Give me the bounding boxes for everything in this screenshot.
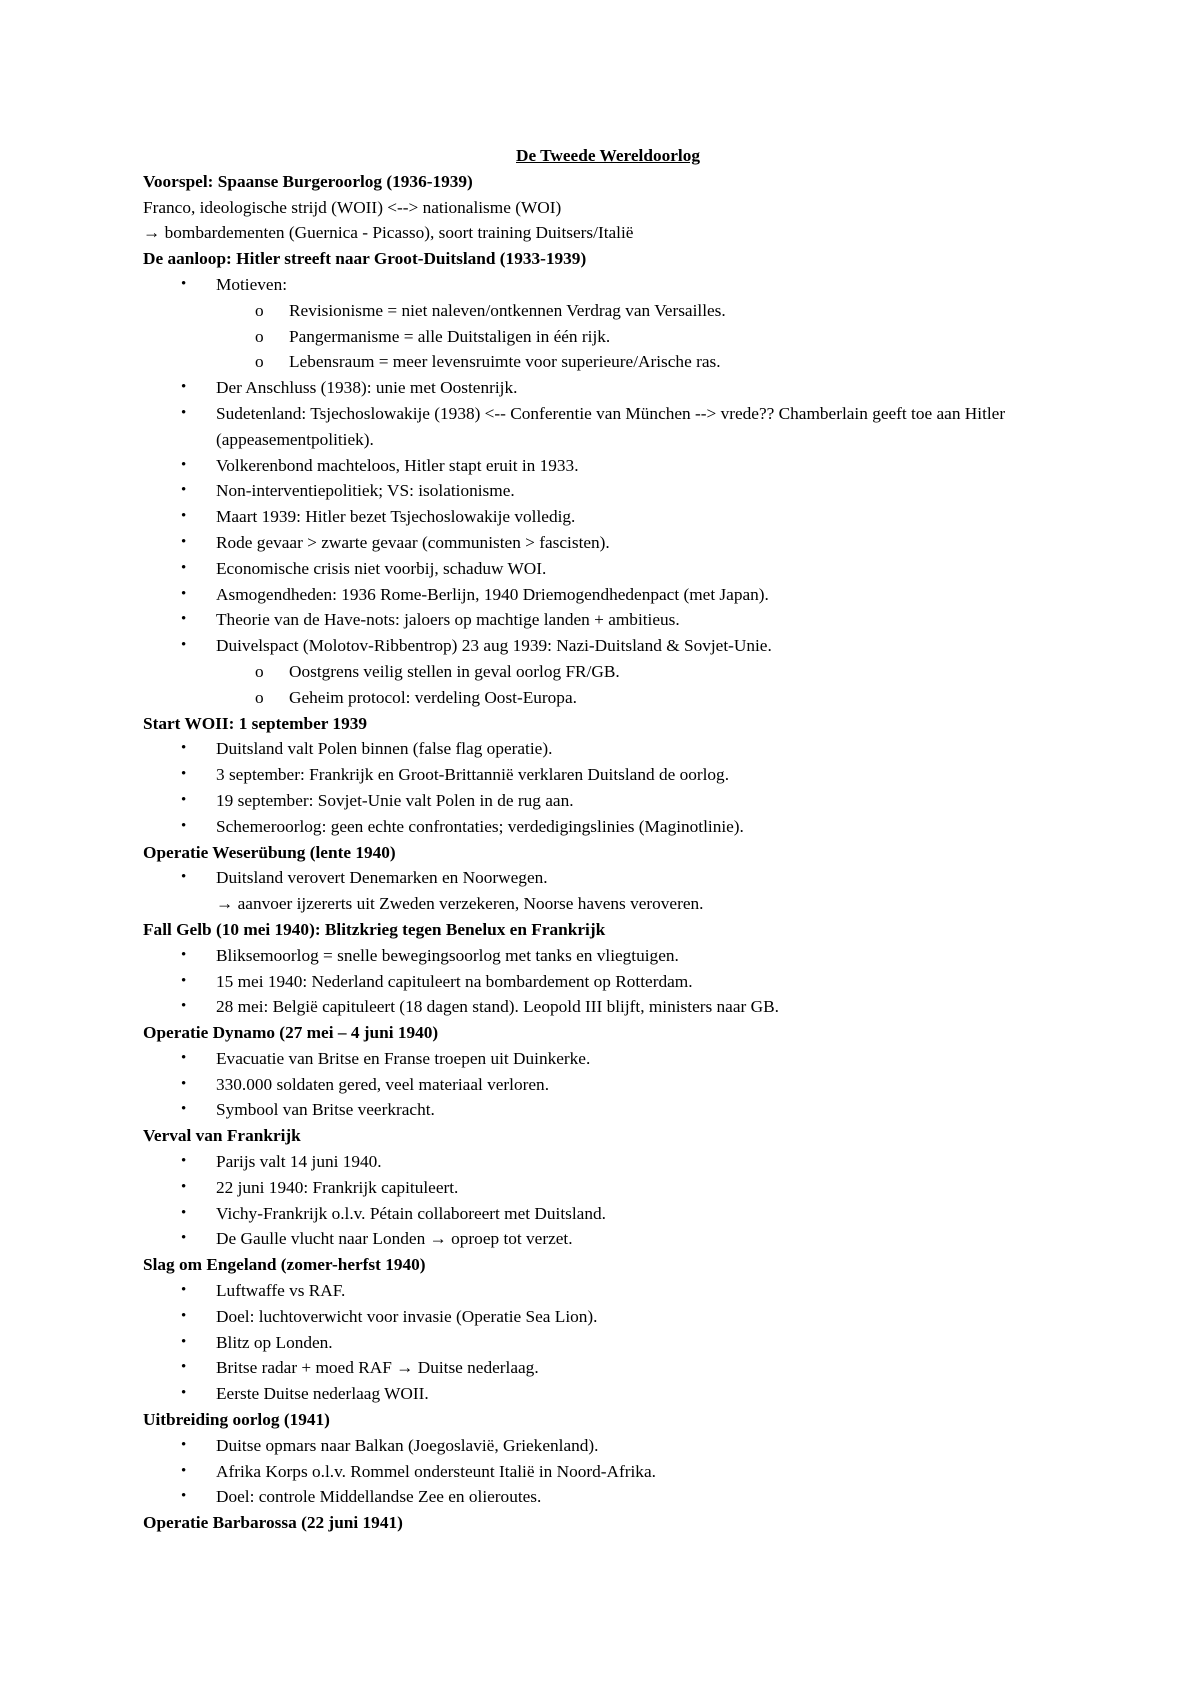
section xyxy=(143,840,1073,917)
section-heading: Verval van Frankrijk xyxy=(143,1126,301,1146)
sub-bullet-icon: o xyxy=(255,300,264,320)
list-item xyxy=(143,762,1073,788)
bullet-icon: • xyxy=(181,1462,187,1479)
bullet-list xyxy=(143,1278,1073,1407)
bullet-list xyxy=(143,865,1073,917)
list-item-text: Bliksemoorlog = snelle bewegingsoorlog met tanks en vliegtuigen. xyxy=(216,945,679,965)
list-item-text: Duitsland valt Polen binnen (false flag operatie). xyxy=(216,739,553,759)
list-item xyxy=(143,1459,1073,1485)
list-item-text: Evacuatie van Britse en Franse troepen uit Duinkerke. xyxy=(216,1048,591,1068)
section xyxy=(143,1123,1073,1252)
list-item-text: Rode gevaar > zwarte gevaar (communisten > fascisten). xyxy=(216,532,610,552)
list-item-text: Eerste Duitse nederlaag WOII. xyxy=(216,1384,429,1404)
bullet-icon: • xyxy=(181,1307,187,1324)
list-item-text: Asmogendheden: 1936 Rome-Berlijn, 1940 Driemogendhedenpact (met Japan). xyxy=(216,584,769,604)
bullet-icon: • xyxy=(181,637,187,654)
list-item xyxy=(143,607,1073,633)
sub-list-item-text: Lebensraum = meer levensruimte voor superieure/Arische ras. xyxy=(289,352,721,372)
sub-list-item-text: Revisionisme = niet naleven/ontkennen Verdrag van Versailles. xyxy=(289,300,726,320)
sub-bullet-icon: o xyxy=(255,687,264,707)
section-heading: Uitbreiding oorlog (1941) xyxy=(143,1410,330,1430)
section-heading: Operatie Weserübung (lente 1940) xyxy=(143,842,396,862)
list-item xyxy=(143,1097,1073,1123)
list-item xyxy=(143,1381,1073,1407)
bullet-icon: • xyxy=(181,585,187,602)
list-item xyxy=(143,582,1073,608)
section xyxy=(143,1020,1073,1123)
list-item-text: Duitsland verovert Denemarken en Noorwegen. xyxy=(216,868,548,888)
list-item xyxy=(143,1484,1073,1510)
list-item-text: 330.000 soldaten gered, veel materiaal verloren. xyxy=(216,1074,550,1094)
bullet-icon: • xyxy=(181,379,187,396)
bullet-list xyxy=(143,1433,1073,1510)
list-item-text: Parijs valt 14 juni 1940. xyxy=(216,1152,382,1172)
section xyxy=(143,169,1073,246)
bullet-icon: • xyxy=(181,404,187,421)
bullet-icon: • xyxy=(181,817,187,834)
list-item-text: Maart 1939: Hitler bezet Tsjechoslowakije volledig. xyxy=(216,507,576,527)
list-item-text: Doel: controle Middellandse Zee en olieroutes. xyxy=(216,1487,542,1507)
list-item xyxy=(143,504,1073,530)
bullet-icon: • xyxy=(181,1488,187,1505)
sub-list-item xyxy=(143,659,1073,685)
list-item-text: Volkerenbond machteloos, Hitler stapt eruit in 1933. xyxy=(216,455,579,475)
list-item xyxy=(143,1201,1073,1227)
section xyxy=(143,246,1073,710)
list-item xyxy=(143,478,1073,504)
bullet-icon: • xyxy=(181,791,187,808)
bullet-icon: • xyxy=(181,869,187,886)
list-item-text: 15 mei 1940: Nederland capituleert na bombardement op Rotterdam. xyxy=(216,971,693,991)
list-item-text: Duitse opmars naar Balkan (Joegoslavië, Griekenland). xyxy=(216,1435,599,1455)
list-item xyxy=(143,633,1073,659)
section-heading: Slag om Engeland (zomer-herfst 1940) xyxy=(143,1255,426,1275)
bullet-icon: • xyxy=(181,972,187,989)
bullet-list xyxy=(143,736,1073,839)
list-item-text: Schemeroorlog: geen echte confrontaties; verdedigingslinies (Maginotlinie). xyxy=(216,816,744,836)
list-item xyxy=(143,865,1073,891)
list-item xyxy=(143,1304,1073,1330)
section-heading: Start WOII: 1 september 1939 xyxy=(143,713,367,733)
list-item-text: De Gaulle vlucht naar Londen → oproep tot verzet. xyxy=(216,1229,573,1249)
bullet-icon: • xyxy=(181,1178,187,1195)
bullet-icon: • xyxy=(181,1333,187,1350)
list-item-text: 28 mei: België capituleert (18 dagen stand). Leopold III blijft, ministers naar GB. xyxy=(216,997,779,1017)
bullet-icon: • xyxy=(181,275,187,292)
list-item-text: Der Anschluss (1938): unie met Oostenrijk. xyxy=(216,378,518,398)
section-heading: Voorspel: Spaanse Burgeroorlog (1936-1939) xyxy=(143,171,473,191)
list-item-text: 3 september: Frankrijk en Groot-Brittannië verklaren Duitsland de oorlog. xyxy=(216,765,730,785)
list-item-text: Britse radar + moed RAF → Duitse nederlaag. xyxy=(216,1358,539,1378)
bullet-icon: • xyxy=(181,533,187,550)
list-item xyxy=(143,530,1073,556)
bullet-icon: • xyxy=(181,1436,187,1453)
section-heading: Operatie Barbarossa (22 juni 1941) xyxy=(143,1513,403,1533)
bullet-icon: • xyxy=(181,1049,187,1066)
list-item xyxy=(143,969,1073,995)
list-item xyxy=(143,1072,1073,1098)
section xyxy=(143,1510,1073,1536)
list-item-text: Luftwaffe vs RAF. xyxy=(216,1281,346,1301)
list-item-text: Economische crisis niet voorbij, schaduw WOI. xyxy=(216,558,547,578)
list-item xyxy=(143,401,1073,453)
list-item xyxy=(143,1355,1073,1381)
bullet-icon: • xyxy=(181,1385,187,1402)
bullet-icon: • xyxy=(181,1101,187,1118)
section-heading: Operatie Dynamo (27 mei – 4 juni 1940) xyxy=(143,1023,439,1043)
list-item-text: Sudetenland: Tsjechoslowakije (1938) <-- Conferentie van München --> vrede?? Chamberlain geeft toe aan Hitler (appeasementpolitiek). xyxy=(216,403,1006,449)
list-item xyxy=(143,736,1073,762)
bullet-list xyxy=(143,272,1073,711)
list-item xyxy=(143,814,1073,840)
document-body xyxy=(143,143,1073,1536)
list-item xyxy=(143,788,1073,814)
section-heading: Fall Gelb (10 mei 1940): Blitzkrieg tegen Benelux en Frankrijk xyxy=(143,919,606,939)
sub-list-item-text: Oostgrens veilig stellen in geval oorlog FR/GB. xyxy=(289,661,620,681)
list-item xyxy=(143,943,1073,969)
bullet-icon: • xyxy=(181,946,187,963)
bullet-icon: • xyxy=(181,1075,187,1092)
list-item xyxy=(143,375,1073,401)
list-item-text: Doel: luchtoverwicht voor invasie (Operatie Sea Lion). xyxy=(216,1306,598,1326)
paragraph-line: → bombardementen (Guernica - Picasso), soort training Duitsers/Italië xyxy=(143,223,634,243)
list-item-text: Motieven: xyxy=(216,274,288,294)
bullet-icon: • xyxy=(181,1204,187,1221)
sub-list-item-text: Geheim protocol: verdeling Oost-Europa. xyxy=(289,687,577,707)
list-item-text: 19 september: Sovjet-Unie valt Polen in de rug aan. xyxy=(216,790,574,810)
list-item-text: Symbool van Britse veerkracht. xyxy=(216,1100,435,1120)
sub-bullet-icon: o xyxy=(255,352,264,372)
section xyxy=(143,1407,1073,1510)
paragraph-line: Franco, ideologische strijd (WOII) <--> nationalisme (WOI) xyxy=(143,197,562,217)
sub-bullet-icon: o xyxy=(255,326,264,346)
bullet-list xyxy=(143,943,1073,1020)
list-item xyxy=(143,1149,1073,1175)
bullet-icon: • xyxy=(181,1359,187,1376)
list-item xyxy=(143,556,1073,582)
list-item-continuation: → aanvoer ijzererts uit Zweden verzekeren, Noorse havens veroveren. xyxy=(216,894,704,914)
list-item-text: Vichy-Frankrijk o.l.v. Pétain collaboreert met Duitsland. xyxy=(216,1203,606,1223)
list-item-text: Afrika Korps o.l.v. Rommel ondersteunt Italië in Noord-Afrika. xyxy=(216,1461,656,1481)
bullet-list xyxy=(143,1149,1073,1252)
bullet-icon: • xyxy=(181,1153,187,1170)
bullet-icon: • xyxy=(181,1230,187,1247)
bullet-icon: • xyxy=(181,456,187,473)
section xyxy=(143,711,1073,840)
section-heading: De aanloop: Hitler streeft naar Groot-Duitsland (1933-1939) xyxy=(143,249,587,269)
list-item xyxy=(143,1046,1073,1072)
list-item xyxy=(143,1330,1073,1356)
list-item xyxy=(143,1278,1073,1304)
list-item-text: Non-interventiepolitiek; VS: isolationisme. xyxy=(216,481,515,501)
sub-list-item xyxy=(143,685,1073,711)
sub-list-item-text: Pangermanisme = alle Duitstaligen in één rijk. xyxy=(289,326,611,346)
bullet-icon: • xyxy=(181,766,187,783)
list-item xyxy=(143,1433,1073,1459)
bullet-icon: • xyxy=(181,482,187,499)
list-item xyxy=(143,994,1073,1020)
bullet-icon: • xyxy=(181,559,187,576)
bullet-icon: • xyxy=(181,998,187,1015)
document-title: De Tweede Wereldoorlog xyxy=(516,146,700,165)
section xyxy=(143,1252,1073,1407)
list-item xyxy=(143,1175,1073,1201)
list-item xyxy=(143,272,1073,298)
bullet-icon: • xyxy=(181,740,187,757)
bullet-icon: • xyxy=(181,1282,187,1299)
sub-list-item xyxy=(143,298,1073,324)
list-item xyxy=(143,453,1073,479)
list-item xyxy=(143,1226,1073,1252)
bullet-icon: • xyxy=(181,508,187,525)
section xyxy=(143,917,1073,1020)
bullet-icon: • xyxy=(181,611,187,628)
bullet-list xyxy=(143,1046,1073,1123)
list-item-text: Duivelspact (Molotov-Ribbentrop) 23 aug 1939: Nazi-Duitsland & Sovjet-Unie. xyxy=(216,636,772,656)
list-item-text: Blitz op Londen. xyxy=(216,1332,333,1352)
list-item-text: Theorie van de Have-nots: jaloers op machtige landen + ambitieus. xyxy=(216,610,680,630)
list-item-text: 22 juni 1940: Frankrijk capituleert. xyxy=(216,1177,459,1197)
sub-list-item xyxy=(143,324,1073,350)
sub-list-item xyxy=(143,349,1073,375)
sub-bullet-icon: o xyxy=(255,661,264,681)
